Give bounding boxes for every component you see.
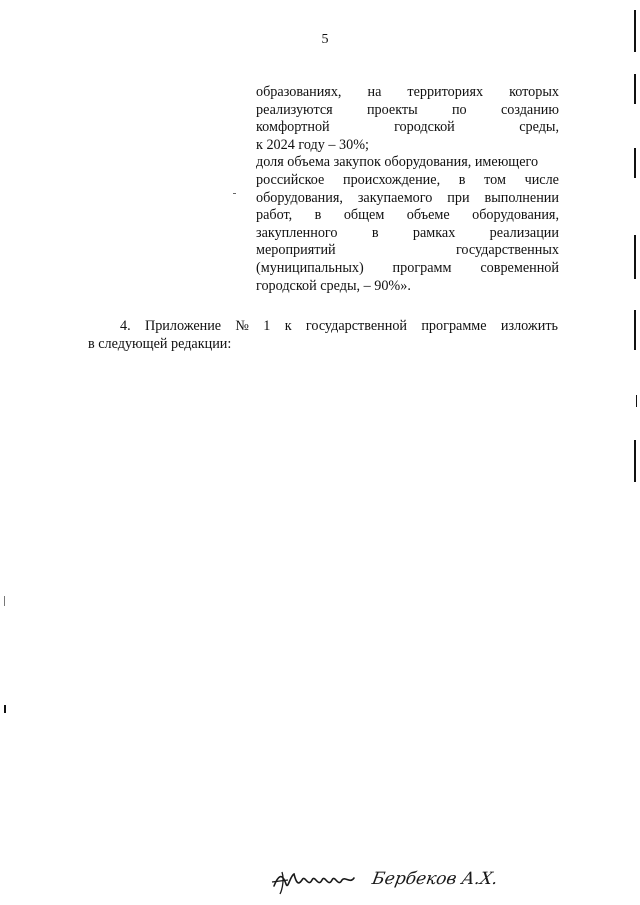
quote-word: проекты	[366, 101, 418, 118]
paragraph-4-word: к	[284, 318, 292, 334]
quote-word: по	[451, 101, 467, 118]
tiny-scan-dot	[233, 193, 236, 194]
signature-name-text: Бербеков А.Х.	[370, 869, 500, 889]
quote-word: закупаемого	[357, 189, 433, 206]
quote-word: мероприятий	[256, 242, 336, 259]
quoted-indicator-text	[256, 84, 559, 295]
quote-word: на	[367, 84, 382, 100]
quote-word: которых	[509, 84, 559, 100]
paragraph-4-word: государственной	[305, 318, 408, 334]
scan-edge-mark	[636, 395, 637, 407]
scan-edge-mark	[4, 705, 6, 713]
quote-word: комфортной	[256, 119, 330, 136]
quote-word: современной	[480, 259, 559, 276]
scan-edge-mark	[634, 10, 636, 52]
quote-line	[256, 242, 559, 260]
quote-word: реализуются	[256, 101, 333, 118]
quote-word: городской	[394, 119, 455, 136]
quote-line	[256, 190, 559, 208]
scan-edge-mark	[634, 310, 636, 350]
quote-word: числе	[524, 171, 559, 188]
quote-word: оборудования,	[472, 207, 559, 224]
handwritten-signature	[268, 858, 538, 900]
scan-edge-mark	[634, 148, 636, 178]
quote-word: оборудования,	[256, 189, 343, 206]
quote-word: работ,	[256, 207, 293, 224]
quote-word: (муниципальных)	[256, 259, 364, 276]
quote-word: объеме	[406, 207, 450, 224]
scan-edge-mark	[634, 235, 636, 279]
quote-word: рамках	[412, 224, 456, 241]
paragraph-4-word: 4.	[120, 318, 131, 334]
quote-word: к 2024 году – 30%;	[256, 136, 369, 153]
scan-edge-mark	[634, 74, 636, 104]
quote-word: городской среды, – 90%».	[256, 277, 411, 294]
quote-word: происхождение,	[343, 171, 441, 188]
quote-line	[256, 225, 559, 243]
scan-edge-mark	[4, 596, 5, 606]
paragraph-4-word: Приложение	[144, 318, 222, 334]
quote-line	[256, 119, 559, 137]
quote-word: территориях	[407, 84, 484, 100]
quote-word: закупленного	[256, 224, 338, 241]
quote-word: доля объема закупок оборудования, имеющего	[256, 154, 539, 171]
quote-word: образованиях,	[256, 84, 342, 100]
quote-word: программ	[392, 259, 452, 276]
signature-image	[268, 858, 538, 900]
quote-word: российское	[256, 171, 325, 188]
page-number: 5	[321, 32, 329, 47]
quote-word: том	[484, 171, 506, 188]
quote-line	[256, 207, 559, 225]
quote-line	[256, 102, 559, 120]
quote-line	[256, 172, 559, 190]
quote-word: в	[458, 171, 466, 188]
quote-word: в	[314, 207, 322, 224]
quote-word: общем	[343, 207, 385, 224]
paragraph-4	[88, 318, 558, 353]
quote-line	[256, 260, 559, 278]
paragraph-4-word: 1	[263, 318, 271, 334]
paragraph-4-word: программе	[421, 318, 487, 334]
quote-word: среды,	[519, 119, 559, 136]
quote-word: государственных	[455, 242, 559, 259]
quote-word: в	[371, 224, 379, 241]
quote-line	[256, 278, 559, 296]
quote-word: при	[447, 189, 470, 206]
quote-line	[256, 137, 559, 155]
scan-edge-mark	[634, 440, 636, 482]
quote-word: реализации	[489, 224, 559, 241]
quote-word: выполнении	[484, 189, 559, 206]
paragraph-4-line-2	[88, 336, 558, 354]
paragraph-4-line-2-text: в следующей редакции:	[88, 335, 232, 352]
paragraph-4-line-1	[88, 318, 558, 336]
quote-line	[256, 84, 559, 102]
quote-line	[256, 154, 559, 172]
quote-word: созданию	[500, 101, 559, 118]
paragraph-4-word: изложить	[500, 318, 558, 334]
paragraph-4-word: №	[235, 318, 249, 334]
